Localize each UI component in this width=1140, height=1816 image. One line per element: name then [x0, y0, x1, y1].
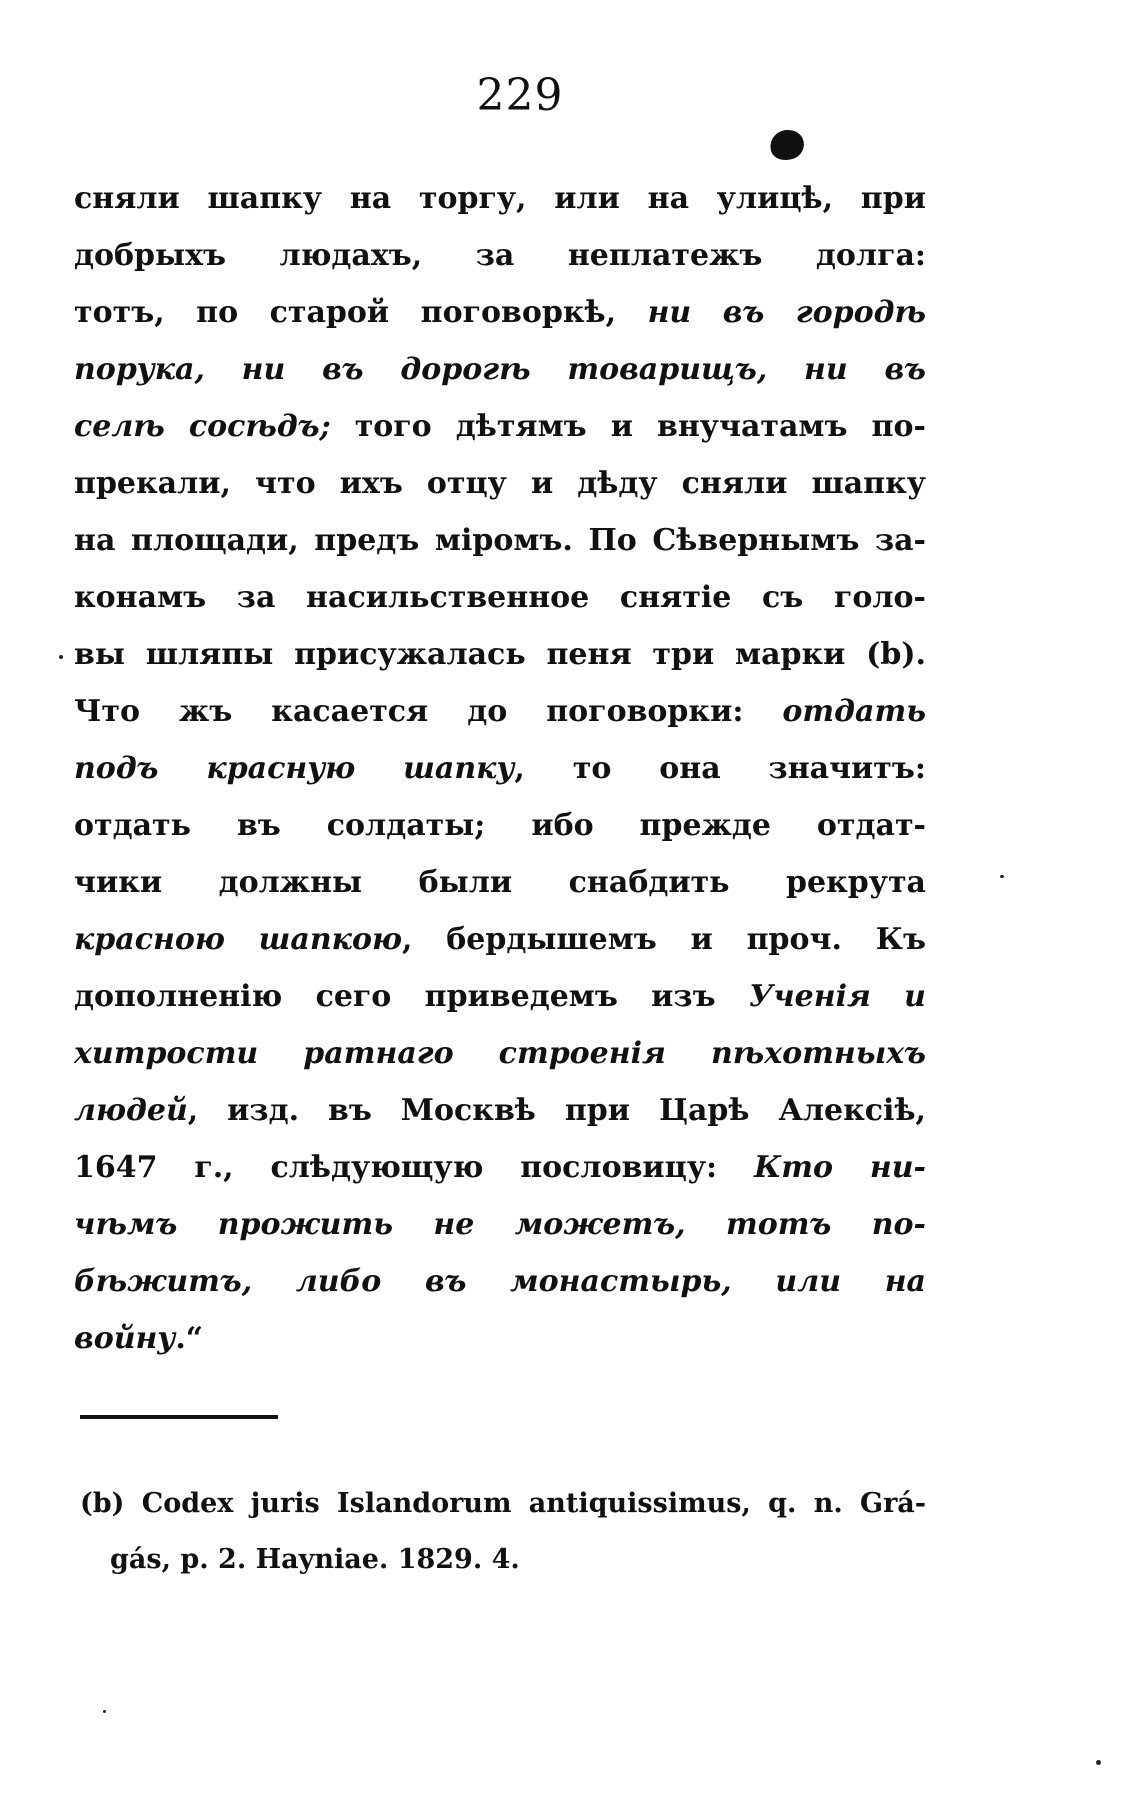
- text-line: [74, 1310, 926, 1367]
- text-line: [74, 1082, 926, 1139]
- ink-blot: [766, 125, 808, 164]
- italic-text: селѣ сосѣдъ;: [74, 409, 331, 444]
- roman-text: добрыхъ людахъ, за неплатежъ долга:: [74, 238, 926, 273]
- text-line: [74, 341, 926, 398]
- italic-text: порука, ни въ дорогѣ товарищъ, ни въ: [74, 352, 926, 387]
- text-line: [74, 1139, 926, 1196]
- italic-text: красною шапкою: [74, 922, 403, 957]
- italic-text: отдать: [782, 694, 926, 729]
- text-line: [74, 455, 926, 512]
- text-line: [74, 797, 926, 854]
- text-line: [74, 398, 926, 455]
- text-line: [74, 512, 926, 569]
- footnote: [80, 1476, 926, 1588]
- italic-text: войну: [74, 1321, 176, 1356]
- footnote-line: (b) Codex juris Islandorum antiquissimus, q. n. Grá-: [80, 1488, 926, 1519]
- roman-text: вы шляпы присужалась пеня три марки (b).: [74, 637, 926, 672]
- italic-text: Ученія и: [748, 979, 926, 1014]
- text-line: [74, 227, 926, 284]
- roman-text: тотъ, по старой поговоркѣ,: [74, 295, 648, 330]
- roman-text: чики должны были снабдить рекрута: [74, 865, 926, 900]
- ink-speck: [1000, 875, 1004, 878]
- italic-text: хитрости ратнаго строенія пѣхотныхъ: [74, 1036, 926, 1071]
- text-line: [74, 569, 926, 626]
- page-number: 229: [476, 70, 564, 121]
- roman-text: того дѣтямъ и внучатамъ по-: [330, 409, 926, 444]
- roman-text: на площади, предъ міромъ. По Сѣвернымъ за-: [74, 523, 926, 558]
- text-line: [74, 170, 926, 227]
- text-line: [74, 968, 926, 1025]
- roman-text: Что жъ касается до поговорки:: [74, 694, 783, 729]
- italic-text: ни въ городѣ: [647, 295, 926, 330]
- roman-text: сняли шапку на торгу, или на улицѣ, при: [74, 181, 926, 216]
- roman-text: , то она значитъ:: [514, 751, 926, 786]
- roman-text: прекали, что ихъ отцу и дѣду сняли шапку: [74, 466, 926, 501]
- roman-text: конамъ за насильственное снятіе съ голо-: [74, 580, 926, 615]
- roman-text: , бердышемъ и проч. Къ: [402, 922, 926, 957]
- footnote-rule: [80, 1415, 278, 1419]
- body-text: [74, 170, 926, 1367]
- text-line: [74, 1253, 926, 1310]
- text-line: [74, 854, 926, 911]
- italic-text: чѣмъ прожить не можетъ, тотъ по-: [74, 1207, 926, 1242]
- text-line: [74, 626, 926, 683]
- roman-text: 1647 г., слѣдующую пословицу:: [74, 1150, 754, 1185]
- text-line: [74, 1196, 926, 1253]
- roman-text: дополненію сего приведемъ изъ: [74, 979, 749, 1014]
- roman-text: отдать въ солдаты; ибо прежде отдат-: [74, 808, 926, 843]
- roman-text: , изд. въ Москвѣ при Царѣ Алексіѣ,: [187, 1093, 926, 1128]
- ink-speck: [103, 1710, 106, 1713]
- italic-text: людей: [74, 1093, 188, 1128]
- italic-text: подъ красную шапку: [74, 751, 515, 786]
- italic-text: Кто ни-: [753, 1150, 926, 1185]
- italic-text: бѣжитъ, либо въ монастырь, или на: [74, 1264, 926, 1299]
- text-line: [74, 740, 926, 797]
- ink-speck: [1096, 1760, 1101, 1765]
- ink-speck: [59, 655, 63, 659]
- text-line: [74, 683, 926, 740]
- text-line: [74, 284, 926, 341]
- text-line: [74, 911, 926, 968]
- footnote-line: gás, p. 2. Hayniae. 1829. 4.: [110, 1544, 520, 1575]
- text-line: [74, 1025, 926, 1082]
- roman-text: .“: [175, 1321, 204, 1356]
